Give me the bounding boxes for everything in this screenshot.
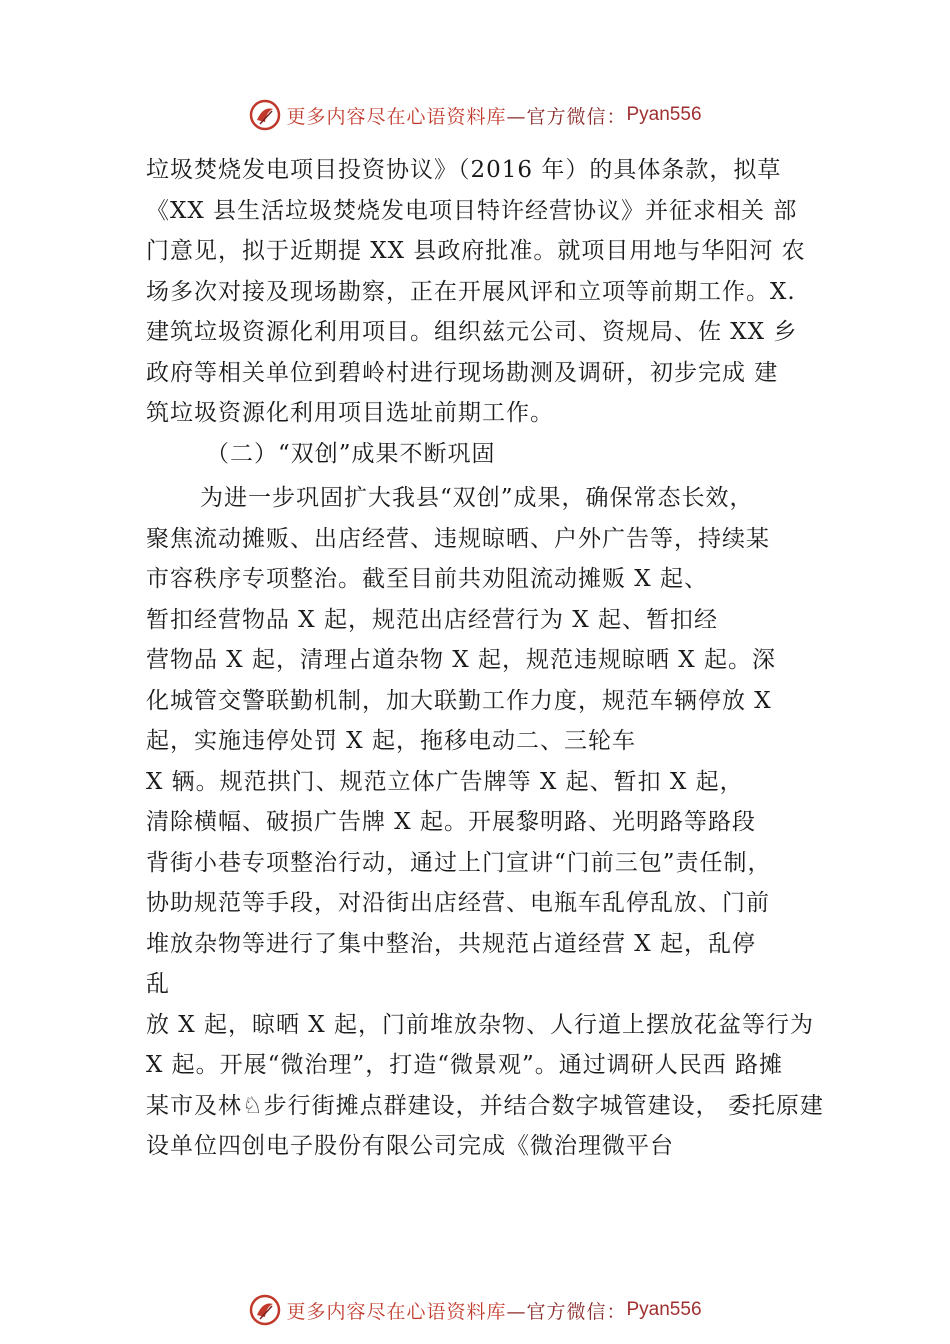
text-line: 堆放杂物等进行了集中整治，共规范占道经营 X 起，乱停 [146, 930, 756, 957]
text-line: 背街小巷专项整治行动，通过上门宣讲“门前三包”责任制， [146, 849, 772, 876]
text-line: 门意见，拟于近期提 XX 县政府批准。就项目用地与华阳河 农 [146, 238, 806, 264]
banner-separator: —官方微信： [506, 105, 627, 128]
banner-separator: —官方微信： [506, 1300, 627, 1323]
text-line: 市容秩序专项整治。截至目前共劝阻流动摊贩 X 起、 [146, 566, 708, 592]
text-line: 筑垃圾资源化利用项目选址前期工作。 [146, 400, 554, 426]
banner-account: Pyan556 [626, 1299, 702, 1320]
banner-title: 更多内容尽在心语资料库 [286, 1300, 507, 1323]
text-line: 起，实施违停处罚 X 起，拖移电动二、三轮车 [146, 728, 636, 754]
text-line: 《XX 县生活垃圾焚烧发电项目特许经营协议》并征求相关 部 [146, 197, 798, 224]
text-line: 为进一步巩固扩大我县“双创”成果，确保常态长效， [200, 485, 754, 511]
text-line: 建筑垃圾资源化利用项目。组织兹元公司、资规局、佐 XX 乡 [146, 319, 798, 345]
header-banner [0, 95, 950, 135]
text-line: X 辆。规范拱门、规范立体广告牌等 X 起、暂扣 X 起， [146, 768, 744, 795]
text-line: 化城管交警联勤机制，加大联勤工作力度，规范车辆停放 X [146, 687, 772, 714]
library-logo-icon [248, 1293, 282, 1327]
text-line: 协助规范等手段，对沿街出店经营、电瓶车乱停乱放、门前 [146, 890, 770, 916]
text-line: 某市及林♘步行街摊点群建设，并结合数字城管建设， 委托原建 [146, 1092, 824, 1119]
banner-account: Pyan556 [626, 104, 702, 125]
document-body [146, 150, 836, 1167]
text-line: 暂扣经营物品 X 起，规范出店经营行为 X 起、暂扣经 [146, 606, 718, 633]
text-line: 政府等相关单位到碧岭村进行现场勘测及调研，初步完成 建 [146, 359, 779, 386]
text-line: 聚焦流动摊贩、出店经营、违规晾晒、户外广告等，持续某 [146, 525, 770, 552]
banner-title: 更多内容尽在心语资料库 [286, 105, 507, 128]
text-line: 垃圾焚烧发电项目投资协议》（2016 年）的具体条款，拟草 [146, 157, 782, 183]
library-logo-icon [248, 98, 282, 132]
text-line: 营物品 X 起，清理占道杂物 X 起，规范违规晾晒 X 起。深 [146, 647, 776, 673]
text-line: 场多次对接及现场勘察，正在开展风评和立项等前期工作。X. [146, 278, 796, 305]
text-line: 设单位四创电子股份有限公司完成《微治理微平台 [146, 1133, 674, 1159]
text-line: X 起。开展“微治理”，打造“微景观”。通过调研人民西 路摊 [146, 1052, 784, 1078]
text-line: 乱 [146, 971, 170, 997]
footer-banner [0, 1290, 950, 1330]
section-heading: （二）“双创”成果不断巩固 [206, 440, 496, 467]
text-line: 放 X 起，晾晒 X 起，门前堆放杂物、人行道上摆放花盆等行为 [146, 1011, 814, 1038]
text-line: 清除横幅、破损广告牌 X 起。开展黎明路、光明路等路段 [146, 809, 756, 835]
